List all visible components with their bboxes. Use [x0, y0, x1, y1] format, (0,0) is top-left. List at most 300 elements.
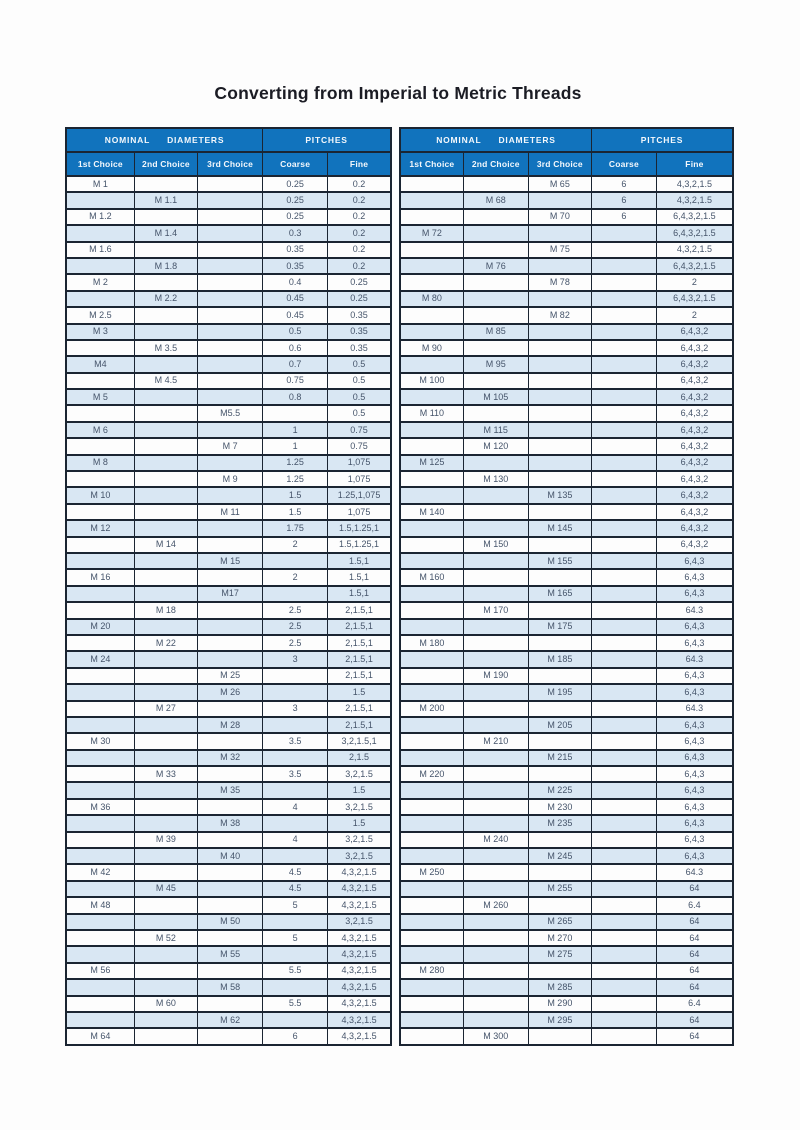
table-cell — [66, 340, 134, 356]
table-cell — [591, 848, 656, 864]
table-cell: M 215 — [528, 750, 591, 766]
table-cell: 3.5 — [263, 733, 328, 749]
table-cell — [463, 405, 528, 421]
table-row — [400, 471, 733, 487]
table-cell — [400, 619, 463, 635]
table-cell: 2 — [263, 537, 328, 553]
table-cell: 0.75 — [328, 422, 391, 438]
table-cell: M 22 — [134, 635, 197, 651]
table-cell: 4,3,2,1.5 — [328, 979, 391, 995]
table-cell — [134, 651, 197, 667]
table-cell: 0.7 — [263, 356, 328, 372]
column-header-cell: 3rd Choice — [528, 152, 591, 176]
table-row — [400, 979, 733, 995]
table-cell: 6,4,3,2 — [656, 405, 733, 421]
table-cell — [463, 274, 528, 290]
table-cell: M 240 — [463, 832, 528, 848]
table-cell: 4,3,2,1.5 — [656, 192, 733, 208]
table-cell — [198, 619, 263, 635]
table-cell: M 195 — [528, 684, 591, 700]
table-cell: M 58 — [198, 979, 263, 995]
table-cell — [134, 471, 197, 487]
table-cell — [263, 586, 328, 602]
table-cell — [134, 717, 197, 733]
table-cell — [400, 946, 463, 962]
table-cell — [591, 684, 656, 700]
table-cell — [134, 619, 197, 635]
column-header-cell: Coarse — [263, 152, 328, 176]
table-cell — [463, 209, 528, 225]
table-cell — [463, 864, 528, 880]
table-row — [400, 487, 733, 503]
table-cell: 4,3,2,1.5 — [656, 176, 733, 192]
table-cell: 6 — [591, 192, 656, 208]
table-row — [400, 438, 733, 454]
table-cell: 3,2,1.5 — [328, 914, 391, 930]
table-cell — [198, 389, 263, 405]
table-cell — [400, 815, 463, 831]
table-cell: 4,3,2,1.5 — [328, 897, 391, 913]
table-row — [66, 422, 391, 438]
table-cell: M 9 — [198, 471, 263, 487]
table-cell — [134, 274, 197, 290]
table-cell — [591, 733, 656, 749]
table-cell: M 30 — [66, 733, 134, 749]
table-cell: 1.5 — [263, 504, 328, 520]
table-cell — [528, 897, 591, 913]
table-cell — [400, 192, 463, 208]
table-cell: M 76 — [463, 258, 528, 274]
table-cell: 0.75 — [328, 438, 391, 454]
table-row — [66, 586, 391, 602]
group-header-cell: PITCHES — [591, 128, 733, 152]
table-cell — [66, 782, 134, 798]
table-cell — [463, 553, 528, 569]
table-cell: 0.35 — [328, 340, 391, 356]
thread-table-right-header — [400, 128, 733, 176]
table-cell: 2 — [263, 569, 328, 585]
table-cell: M 115 — [463, 422, 528, 438]
table-cell — [263, 815, 328, 831]
table-cell — [66, 373, 134, 389]
table-cell — [400, 717, 463, 733]
table-row — [400, 373, 733, 389]
table-cell: 6,4,3,2 — [656, 422, 733, 438]
table-cell — [591, 668, 656, 684]
table-cell: M 15 — [198, 553, 263, 569]
table-cell: M 235 — [528, 815, 591, 831]
table-cell — [198, 996, 263, 1012]
table-cell: 2,1.5,1 — [328, 619, 391, 635]
table-cell: 64 — [656, 914, 733, 930]
table-cell: 6,4,3,2 — [656, 487, 733, 503]
table-cell: 64.3 — [656, 651, 733, 667]
table-row — [400, 242, 733, 258]
table-cell: M 68 — [463, 192, 528, 208]
table-cell — [134, 946, 197, 962]
table-row — [66, 307, 391, 323]
table-cell: 1.5 — [328, 684, 391, 700]
table-cell — [263, 782, 328, 798]
table-cell: 0.5 — [328, 356, 391, 372]
table-cell: M 220 — [400, 766, 463, 782]
table-cell — [400, 356, 463, 372]
table-cell — [463, 651, 528, 667]
table-cell: M 265 — [528, 914, 591, 930]
table-cell — [400, 733, 463, 749]
table-cell: M 72 — [400, 225, 463, 241]
table-cell — [463, 504, 528, 520]
table-row — [400, 324, 733, 340]
table-cell: M 60 — [134, 996, 197, 1012]
table-cell: M 78 — [528, 274, 591, 290]
table-cell — [134, 569, 197, 585]
table-cell — [591, 586, 656, 602]
table-cell: M 105 — [463, 389, 528, 405]
table-cell — [528, 291, 591, 307]
table-cell — [463, 487, 528, 503]
table-cell: M 62 — [198, 1012, 263, 1028]
table-row — [400, 602, 733, 618]
table-cell — [134, 324, 197, 340]
table-cell — [263, 914, 328, 930]
table-cell — [591, 537, 656, 553]
table-cell: 6,4,3,2,1.5 — [656, 225, 733, 241]
table-cell — [591, 1012, 656, 1028]
table-cell: 4.5 — [263, 881, 328, 897]
table-cell — [198, 832, 263, 848]
table-cell — [591, 356, 656, 372]
table-cell — [66, 979, 134, 995]
table-cell — [134, 487, 197, 503]
table-cell — [198, 225, 263, 241]
table-row — [400, 405, 733, 421]
table-cell: 6,4,3,2 — [656, 356, 733, 372]
table-cell — [134, 504, 197, 520]
table-cell — [134, 897, 197, 913]
table-cell — [66, 832, 134, 848]
table-cell — [463, 307, 528, 323]
table-cell — [463, 225, 528, 241]
table-cell — [134, 864, 197, 880]
table-cell: M 130 — [463, 471, 528, 487]
table-row — [66, 635, 391, 651]
table-cell — [66, 602, 134, 618]
thread-table-left — [65, 127, 392, 1046]
table-cell — [198, 324, 263, 340]
table-row — [66, 996, 391, 1012]
table-cell: M 33 — [134, 766, 197, 782]
table-cell — [263, 717, 328, 733]
table-row — [400, 701, 733, 717]
table-cell — [66, 701, 134, 717]
table-cell — [198, 209, 263, 225]
table-row — [400, 569, 733, 585]
table-cell: 4,3,2,1.5 — [328, 946, 391, 962]
table-cell: 5.5 — [263, 963, 328, 979]
table-cell — [591, 701, 656, 717]
table-cell — [66, 766, 134, 782]
table-cell: M 20 — [66, 619, 134, 635]
table-cell — [528, 864, 591, 880]
table-cell: 6,4,3 — [656, 668, 733, 684]
table-cell: 2.5 — [263, 635, 328, 651]
table-cell — [463, 684, 528, 700]
table-cell: 0.2 — [328, 209, 391, 225]
table-cell — [198, 864, 263, 880]
table-row — [66, 242, 391, 258]
table-row — [400, 684, 733, 700]
table-cell: 1.25 — [263, 471, 328, 487]
table-row — [66, 684, 391, 700]
table-row — [66, 192, 391, 208]
table-cell: 64 — [656, 1012, 733, 1028]
table-cell: M 230 — [528, 799, 591, 815]
table-cell: M 205 — [528, 717, 591, 733]
table-cell — [263, 684, 328, 700]
table-row — [66, 717, 391, 733]
table-cell — [463, 242, 528, 258]
table-cell — [591, 766, 656, 782]
table-cell — [463, 291, 528, 307]
table-cell: M 10 — [66, 487, 134, 503]
table-cell: M 1.6 — [66, 242, 134, 258]
table-cell — [198, 635, 263, 651]
table-row — [400, 832, 733, 848]
table-row — [400, 996, 733, 1012]
table-cell — [66, 930, 134, 946]
table-cell: 0.4 — [263, 274, 328, 290]
table-cell: M 3.5 — [134, 340, 197, 356]
table-cell: 6,4,3 — [656, 684, 733, 700]
table-cell — [463, 1012, 528, 1028]
table-cell: 0.2 — [328, 225, 391, 241]
table-cell — [591, 930, 656, 946]
table-cell: 0.45 — [263, 291, 328, 307]
table-cell — [198, 602, 263, 618]
table-cell: M 55 — [198, 946, 263, 962]
table-cell — [134, 979, 197, 995]
table-cell: 4,3,2,1.5 — [328, 881, 391, 897]
table-cell: 6,4,3,2 — [656, 340, 733, 356]
table-cell — [591, 635, 656, 651]
table-row — [66, 766, 391, 782]
table-cell: 3,2,1.5 — [328, 799, 391, 815]
table-cell — [66, 1012, 134, 1028]
table-cell — [463, 717, 528, 733]
table-cell — [400, 553, 463, 569]
table-cell: M 11 — [198, 504, 263, 520]
table-cell — [463, 881, 528, 897]
table-cell — [400, 537, 463, 553]
table-cell: 2,1.5,1 — [328, 635, 391, 651]
table-cell: M 35 — [198, 782, 263, 798]
table-cell — [528, 668, 591, 684]
table-cell — [198, 242, 263, 258]
table-row — [400, 864, 733, 880]
table-cell — [263, 1012, 328, 1028]
table-row — [400, 356, 733, 372]
table-cell: 4 — [263, 832, 328, 848]
table-row — [66, 799, 391, 815]
table-cell — [591, 1028, 656, 1044]
table-cell — [66, 291, 134, 307]
table-row — [400, 225, 733, 241]
table-cell: M 75 — [528, 242, 591, 258]
table-cell — [528, 701, 591, 717]
table-cell — [400, 1028, 463, 1044]
table-cell — [400, 996, 463, 1012]
table-cell: 2.5 — [263, 619, 328, 635]
table-cell — [134, 176, 197, 192]
table-cell — [66, 668, 134, 684]
table-cell: M 4.5 — [134, 373, 197, 389]
table-cell — [66, 946, 134, 962]
table-cell: 64 — [656, 881, 733, 897]
table-cell: 4,3,2,1.5 — [328, 963, 391, 979]
table-cell: 1.5,1.25,1 — [328, 537, 391, 553]
table-cell — [400, 750, 463, 766]
table-cell: 6,4,3,2 — [656, 455, 733, 471]
table-row — [66, 815, 391, 831]
table-cell — [66, 717, 134, 733]
table-cell: 6,4,3 — [656, 799, 733, 815]
table-cell — [528, 389, 591, 405]
table-cell: M 39 — [134, 832, 197, 848]
table-cell — [198, 176, 263, 192]
table-row — [66, 848, 391, 864]
table-cell: M 7 — [198, 438, 263, 454]
table-cell: 64 — [656, 1028, 733, 1044]
table-cell: 4,3,2,1.5 — [656, 242, 733, 258]
table-cell: M 24 — [66, 651, 134, 667]
table-cell: M 90 — [400, 340, 463, 356]
table-row — [400, 553, 733, 569]
table-row — [66, 701, 391, 717]
table-cell: M 190 — [463, 668, 528, 684]
table-cell: 0.5 — [328, 373, 391, 389]
table-cell: 1.5,1.25,1 — [328, 520, 391, 536]
table-cell: M 26 — [198, 684, 263, 700]
table-cell: 3 — [263, 651, 328, 667]
table-cell: 6,4,3 — [656, 635, 733, 651]
table-row — [66, 946, 391, 962]
table-cell — [198, 569, 263, 585]
table-cell — [528, 766, 591, 782]
table-row — [400, 635, 733, 651]
table-cell: M 255 — [528, 881, 591, 897]
table-cell — [463, 848, 528, 864]
table-cell — [134, 815, 197, 831]
table-cell — [591, 389, 656, 405]
table-cell — [198, 651, 263, 667]
table-row — [400, 848, 733, 864]
table-cell — [591, 258, 656, 274]
table-cell: M5.5 — [198, 405, 263, 421]
table-cell: M 25 — [198, 668, 263, 684]
table-cell — [66, 914, 134, 930]
table-cell — [528, 373, 591, 389]
table-cell — [463, 782, 528, 798]
table-cell: 2,1.5 — [328, 750, 391, 766]
table-row — [66, 504, 391, 520]
table-cell — [463, 914, 528, 930]
table-cell: 4.5 — [263, 864, 328, 880]
table-cell: M 225 — [528, 782, 591, 798]
table-cell — [66, 438, 134, 454]
table-cell — [463, 586, 528, 602]
table-row — [400, 209, 733, 225]
table-cell — [400, 258, 463, 274]
table-cell: 4 — [263, 799, 328, 815]
table-cell — [400, 979, 463, 995]
table-cell — [198, 799, 263, 815]
table-cell: 6,4,3 — [656, 782, 733, 798]
table-cell — [198, 307, 263, 323]
table-row — [66, 324, 391, 340]
table-cell: 6 — [591, 176, 656, 192]
table-row — [400, 897, 733, 913]
table-cell: M 140 — [400, 504, 463, 520]
table-cell — [591, 864, 656, 880]
table-cell: M 45 — [134, 881, 197, 897]
table-cell — [591, 405, 656, 421]
table-cell — [463, 340, 528, 356]
table-cell — [134, 799, 197, 815]
table-cell — [591, 373, 656, 389]
table-cell — [528, 832, 591, 848]
table-cell — [400, 602, 463, 618]
column-header-cell: Coarse — [591, 152, 656, 176]
table-cell: M 250 — [400, 864, 463, 880]
table-cell — [528, 405, 591, 421]
table-cell — [263, 668, 328, 684]
table-cell — [400, 176, 463, 192]
table-cell — [134, 209, 197, 225]
table-cell — [591, 799, 656, 815]
table-cell — [263, 553, 328, 569]
table-cell — [263, 750, 328, 766]
table-cell: M 42 — [66, 864, 134, 880]
table-row — [400, 668, 733, 684]
table-cell: 6 — [591, 209, 656, 225]
table-cell — [66, 225, 134, 241]
table-cell: 2.5 — [263, 602, 328, 618]
table-cell: 1.5 — [263, 487, 328, 503]
table-cell — [198, 487, 263, 503]
table-cell: M 36 — [66, 799, 134, 815]
page-title: Converting from Imperial to Metric Threads — [214, 83, 582, 103]
table-cell: M 275 — [528, 946, 591, 962]
table-row — [66, 832, 391, 848]
table-cell — [591, 569, 656, 585]
column-header-row — [400, 152, 733, 176]
table-row — [66, 782, 391, 798]
table-cell — [591, 307, 656, 323]
table-cell — [198, 455, 263, 471]
table-cell — [198, 766, 263, 782]
table-row — [400, 963, 733, 979]
thread-table-left-header — [66, 128, 391, 176]
table-row — [66, 356, 391, 372]
table-cell — [134, 307, 197, 323]
table-cell: 6,4,3 — [656, 569, 733, 585]
table-cell — [134, 668, 197, 684]
column-header-cell: 3rd Choice — [198, 152, 263, 176]
table-cell — [463, 635, 528, 651]
table-row — [66, 1028, 391, 1044]
table-cell: M 95 — [463, 356, 528, 372]
